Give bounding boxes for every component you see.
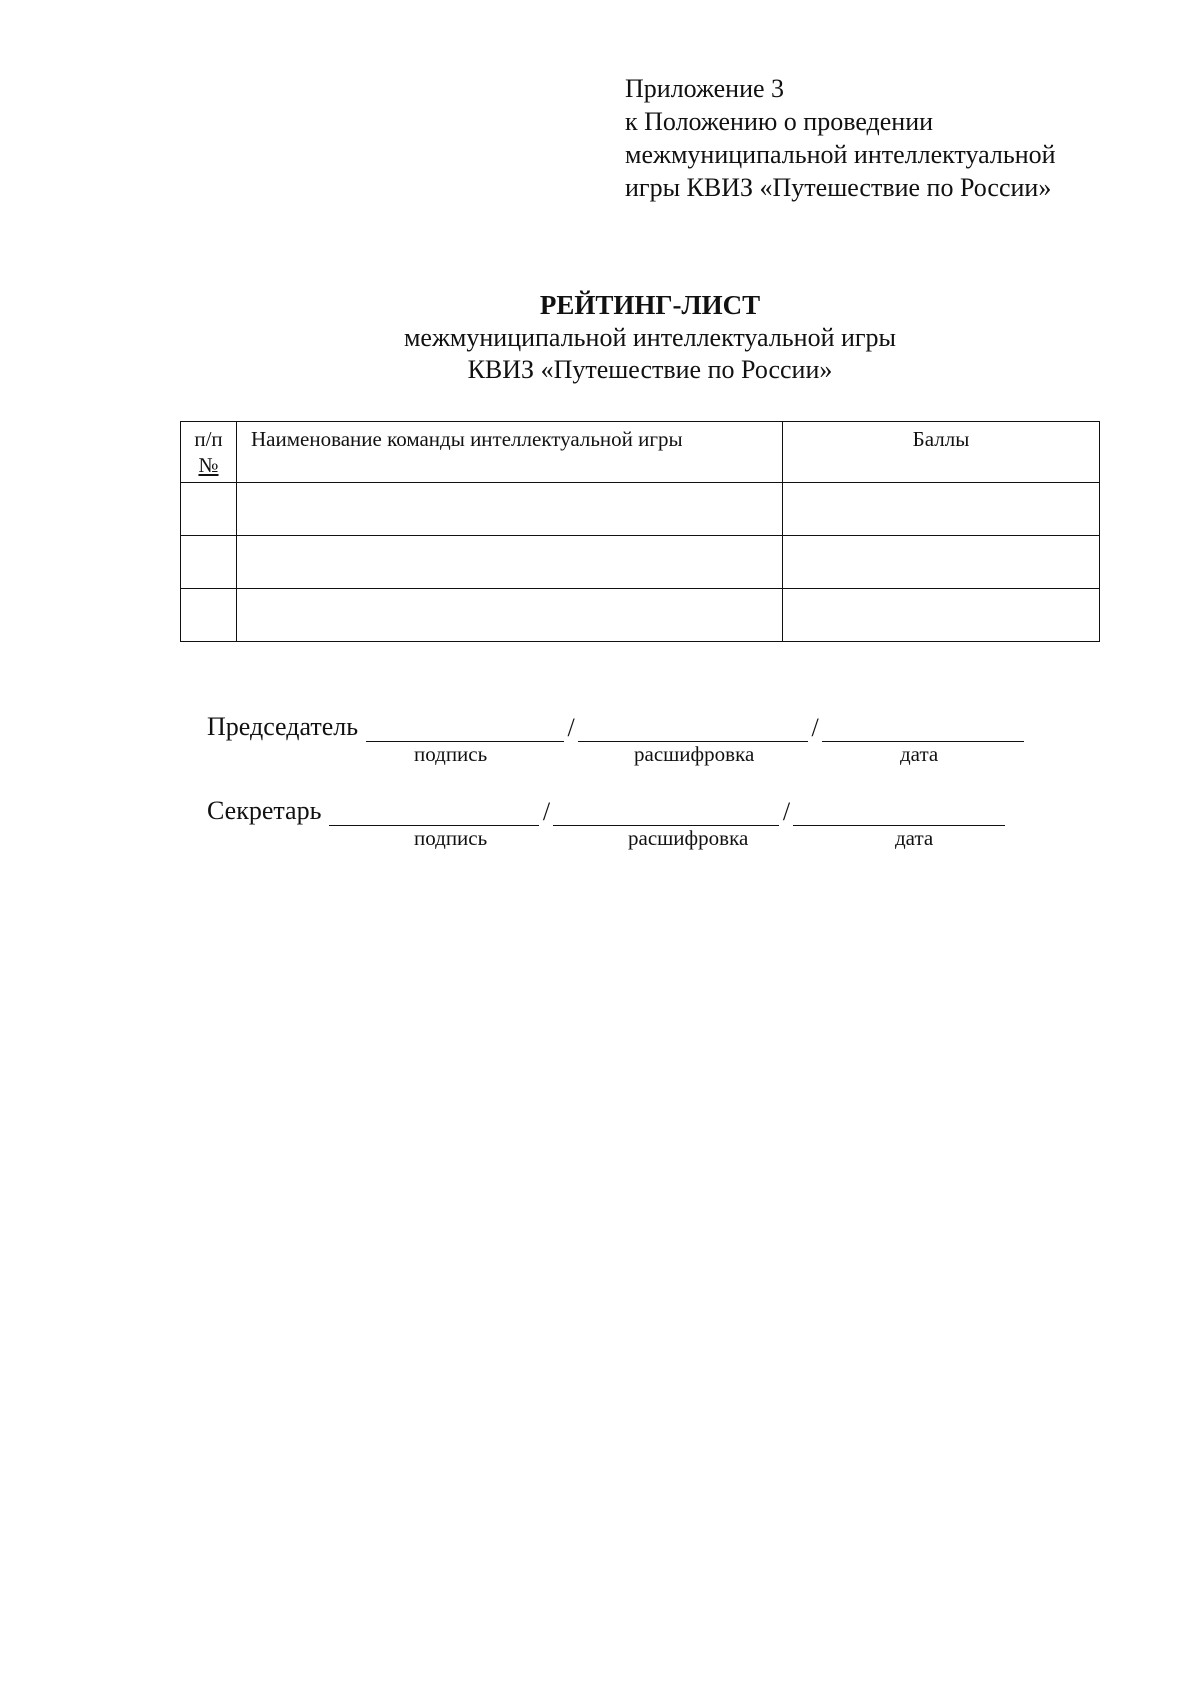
chairman-decoding-line[interactable] (578, 713, 808, 742)
chairman-decoding-caption: расшифровка (634, 742, 755, 766)
secretary-date-caption: дата (895, 826, 934, 850)
secretary-signature-row (207, 796, 1005, 826)
header-number-line2: № (198, 453, 219, 477)
document-subtitle-line: межмуниципальной интеллектуальной игры (403, 323, 897, 352)
table-header-row (181, 422, 1100, 483)
header-number (181, 422, 237, 483)
title-block (180, 288, 1120, 386)
appendix-line: Приложение 3 (625, 74, 785, 103)
secretary-date-line[interactable] (793, 797, 1005, 826)
cell-number[interactable] (181, 483, 237, 536)
separator-slash: / (567, 713, 575, 742)
secretary-signature-caption: подпись (414, 826, 488, 850)
header-score: Баллы (783, 422, 1100, 483)
separator-slash: / (542, 797, 551, 826)
chairman-label: Председатель (207, 712, 359, 741)
separator-slash: / (811, 713, 819, 742)
appendix-block (625, 72, 1056, 204)
cell-team-name[interactable] (237, 536, 783, 589)
cell-score[interactable] (783, 536, 1100, 589)
secretary-decoding-line[interactable] (553, 797, 779, 826)
appendix-line: к Положению о проведении (625, 107, 934, 136)
appendix-line: игры КВИЗ «Путешествие по России» (625, 173, 1052, 202)
cell-team-name[interactable] (237, 483, 783, 536)
table-row (181, 536, 1100, 589)
table-row (181, 483, 1100, 536)
secretary-signature-line[interactable] (329, 797, 539, 826)
secretary-label: Секретарь (207, 796, 322, 825)
table-row (181, 589, 1100, 642)
document-title: РЕЙТИНГ-ЛИСТ (539, 290, 761, 320)
chairman-date-caption: дата (900, 742, 939, 766)
cell-number[interactable] (181, 536, 237, 589)
separator-slash: / (782, 797, 791, 826)
rating-table (180, 421, 1100, 642)
chairman-signature-line[interactable] (366, 713, 564, 742)
cell-score[interactable] (783, 483, 1100, 536)
chairman-signature-caption: подпись (414, 742, 488, 766)
cell-number[interactable] (181, 589, 237, 642)
chairman-signature-row (207, 712, 1024, 742)
secretary-decoding-caption: расшифровка (628, 826, 749, 850)
header-number-line1: п/п (194, 427, 223, 451)
cell-team-name[interactable] (237, 589, 783, 642)
chairman-date-line[interactable] (822, 713, 1024, 742)
header-team-name: Наименование команды интеллектуальной игры (237, 422, 783, 483)
cell-score[interactable] (783, 589, 1100, 642)
document-subtitle-line: КВИЗ «Путешествие по России» (467, 355, 833, 384)
appendix-line: межмуниципальной интеллектуальной (625, 140, 1056, 169)
